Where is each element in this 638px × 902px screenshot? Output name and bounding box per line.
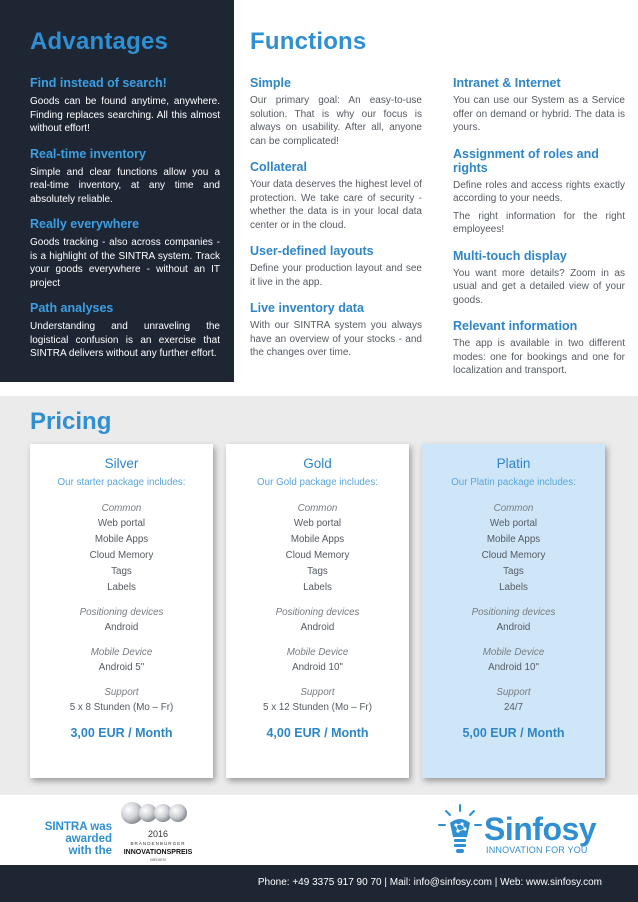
award-badge-sub: MEDIEN xyxy=(150,857,166,862)
logo-brand: Sinfosy xyxy=(484,811,597,847)
plan-price: 5,00 EUR / Month xyxy=(462,726,565,740)
plan-feature: Cloud Memory xyxy=(89,550,154,561)
advantages-panel xyxy=(0,0,234,382)
plan-subtitle: Our starter package includes: xyxy=(57,477,186,488)
award-badge-graphic xyxy=(118,799,198,863)
award-badge-name: INNOVATIONSPREIS xyxy=(123,849,193,856)
advantage-heading: Path analyses xyxy=(30,301,114,315)
plan-name: Gold xyxy=(303,456,332,471)
pricing-card-silver xyxy=(30,444,213,778)
plan-subtitle: Our Platin package includes: xyxy=(451,477,576,488)
function-text: You want more details? Zoom in as usual and get a detailed view of your goods. xyxy=(453,267,625,306)
plan-group-label: Mobile Device xyxy=(286,647,349,658)
plan-group-label: Mobile Device xyxy=(482,647,545,658)
plan-feature: Mobile Apps xyxy=(94,534,149,545)
logo-tagline: INNOVATION FOR YOU xyxy=(486,845,588,855)
plan-name: Platin xyxy=(496,456,531,471)
footer-contact: Phone: +49 3375 917 90 70 | Mail: info@sinfosy.com | Web: www.sinfosy.com xyxy=(257,877,602,888)
advantage-text: Goods can be found anytime, anywhere. Finding replaces searching. All this almost without effort! xyxy=(30,96,220,134)
plan-price: 3,00 EUR / Month xyxy=(70,726,173,740)
function-heading: Relevant information xyxy=(453,319,578,333)
function-heading: Multi-touch display xyxy=(453,248,567,263)
plan-subtitle: Our Gold package includes: xyxy=(257,477,378,488)
plan-price: 4,00 EUR / Month xyxy=(266,726,369,740)
plan-feature: Android 10" xyxy=(292,662,343,673)
advantage-heading: Real-time inventory xyxy=(30,146,147,161)
function-heading: Intranet & Internet xyxy=(453,76,561,90)
plan-feature: 5 x 12 Stunden (Mo – Fr) xyxy=(263,702,372,713)
plan-feature: Tags xyxy=(307,566,328,577)
award-badge-region: BRANDENBURGER xyxy=(130,841,186,846)
function-text: The app is available in two different modes: one for bookings and one for localization and transport. xyxy=(453,338,625,376)
pricing-card-platin xyxy=(422,444,605,778)
award-text xyxy=(30,821,112,857)
plan-group-label: Positioning devices xyxy=(79,607,164,618)
plan-feature: Web portal xyxy=(489,518,538,529)
function-text: Your data deserves the highest level of protection. We take care of security - whether the data is in your local data center or in the cloud. xyxy=(250,179,422,231)
functions-right-column xyxy=(453,76,625,390)
plan-feature: Labels xyxy=(303,582,332,593)
plan-feature: Mobile Apps xyxy=(486,534,541,545)
plan-feature: Web portal xyxy=(97,518,146,529)
function-heading: Assignment of roles and rights xyxy=(453,146,599,175)
plan-feature: Android xyxy=(300,622,335,633)
plan-feature: Tags xyxy=(111,566,132,577)
function-text: Define roles and access rights exactly according to your needs. xyxy=(453,179,625,204)
advantage-text: Understanding and unraveling the logistical confusion is an exercise that SINTRA delivers without any further effort. xyxy=(30,321,220,359)
lightbulb-icon xyxy=(436,803,484,859)
plan-name: Silver xyxy=(104,456,139,471)
plan-feature: Labels xyxy=(107,582,136,593)
function-text: Define your production layout and see it live in the app. xyxy=(250,263,422,288)
plan-feature: Cloud Memory xyxy=(481,550,546,561)
advantage-heading: Find instead of search! xyxy=(30,76,167,90)
plan-feature: Mobile Apps xyxy=(290,534,345,545)
pricing-card-gold xyxy=(226,444,409,778)
advantages-title: Advantages xyxy=(30,28,169,55)
function-text: With our SINTRA system you always have an overview of your stocks - and the changes over time. xyxy=(250,320,422,358)
plan-group-label: Common xyxy=(101,503,142,514)
plan-group-label: Mobile Device xyxy=(90,647,153,658)
plan-feature: 24/7 xyxy=(503,702,524,713)
pricing-title: Pricing xyxy=(30,408,112,435)
award-section xyxy=(0,795,638,865)
plan-feature: Android xyxy=(104,622,139,633)
plan-feature: Android 5" xyxy=(98,662,145,673)
plan-feature: Tags xyxy=(503,566,524,577)
function-heading: Live inventory data xyxy=(250,301,364,315)
innovation-award-badge xyxy=(118,799,198,863)
advantage-heading: Really everywhere xyxy=(30,217,140,231)
plan-group-label: Common xyxy=(297,503,338,514)
plan-group-label: Support xyxy=(300,687,335,698)
function-heading: User-defined layouts xyxy=(250,244,374,258)
plan-feature: Labels xyxy=(499,582,528,593)
award-badge-year: 2016 xyxy=(147,829,169,839)
footer xyxy=(0,865,638,902)
function-text: The right information for the right employees! xyxy=(453,210,625,235)
award-line: with the xyxy=(68,845,112,857)
sinfosy-logo xyxy=(436,801,606,861)
top-section xyxy=(0,0,638,382)
plan-feature: Android 10" xyxy=(488,662,539,673)
award-line: SINTRA was xyxy=(44,821,112,833)
function-text: You can use our System as a Service offer on demand or hybrid. The data is yours. xyxy=(453,95,625,133)
pricing-section xyxy=(0,396,638,795)
plan-group-label: Positioning devices xyxy=(275,607,360,618)
plan-group-label: Common xyxy=(493,503,534,514)
plan-feature: Cloud Memory xyxy=(285,550,350,561)
function-text: Our primary goal: An easy-to-use solution. That is why our focus is always on usability. After all, anyone can be complicated! xyxy=(250,95,422,147)
plan-feature: 5 x 8 Stunden (Mo – Fr) xyxy=(69,702,174,713)
functions-panel xyxy=(250,0,625,390)
plan-feature: Android xyxy=(496,622,531,633)
award-line: awarded xyxy=(65,833,112,845)
advantage-text: Goods tracking - also across companies - is a highlight of the SINTRA system. Track your goods everywhere - without an IT project xyxy=(30,237,220,289)
function-heading: Simple xyxy=(250,76,291,90)
plan-group-label: Support xyxy=(496,687,531,698)
functions-left-column xyxy=(250,76,422,390)
function-heading: Collateral xyxy=(250,160,307,174)
functions-title: Functions xyxy=(250,28,367,55)
plan-group-label: Positioning devices xyxy=(471,607,556,618)
plan-group-label: Support xyxy=(104,687,139,698)
advantage-text: Simple and clear functions allow you a real-time inventory, at any time and absolutely reliable. xyxy=(30,166,220,205)
plan-feature: Web portal xyxy=(293,518,342,529)
